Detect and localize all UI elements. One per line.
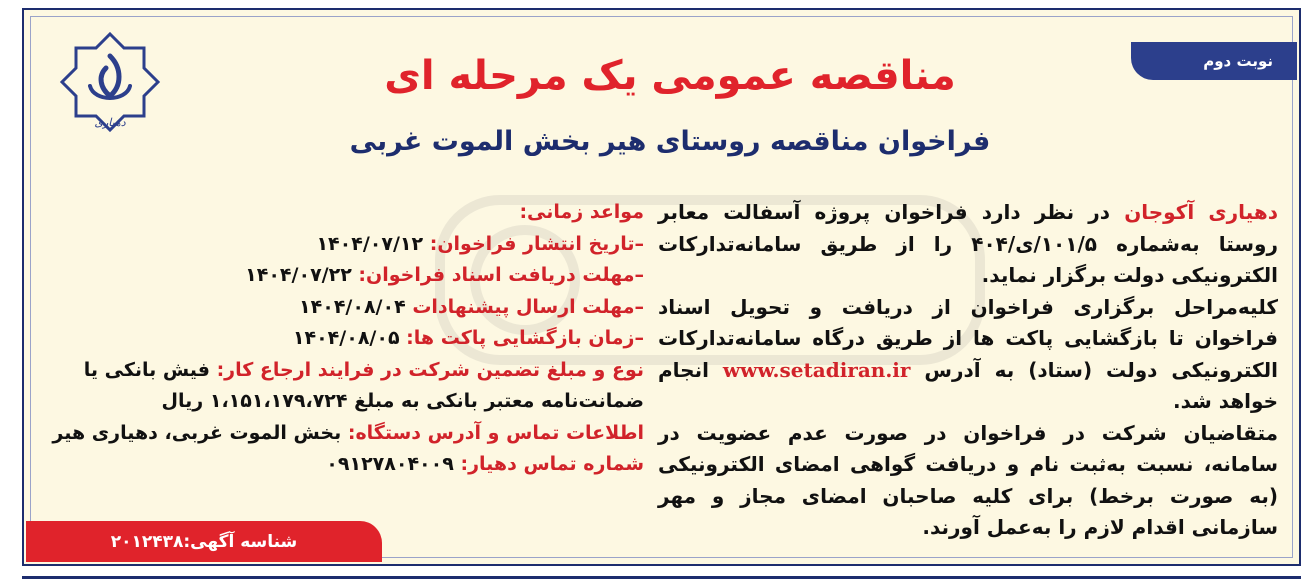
dehyari-logo-icon [50, 28, 170, 148]
contact-label: اطلاعات تماس و آدرس دستگاه: [347, 421, 644, 444]
publish-date-value: ۱۴۰۴/۰۷/۱۲ [316, 232, 430, 255]
logo-caption: دهیاری [94, 116, 126, 129]
submit-deadline-value: ۱۴۰۴/۰۸/۰۴ [299, 295, 413, 318]
receive-deadline-label: –مهلت دریافت اسناد فراخوان: [358, 264, 644, 286]
round-badge-label: نوبت دوم [1203, 52, 1273, 70]
bottom-rule [22, 576, 1301, 579]
paragraph-3: متقاضیان شرکت در فراخوان در صورت عدم عضویت در سامانه، نسبت به‌ثبت نام و دریافت گواهی امضای الکترونیکی (به صورت برخط) برای کلیه صاحبان امضای مجاز و مهر سازمانی اقدام لازم را به‌عمل آورند. [658, 420, 1278, 539]
opening-date-value: ۱۴۰۴/۰۸/۰۵ [292, 327, 407, 349]
contact-value: بخش الموت غربی، دهیاری هیر [52, 421, 348, 444]
paragraph-1: در نظر دارد فراخوان پروژه آسفالت معابر روستا به‌شماره ۱۰۱/۵/ی/۴۰۴ را از طریق سامانه‌تدارکات الکترونیکی دولت برگزار نماید. [658, 200, 1278, 287]
page-title: مناقصه عمومی یک مرحله ای [384, 53, 956, 99]
page-subtitle: فراخوان مناقصه روستای هیر بخش الموت غربی [349, 126, 991, 157]
schedule-heading: مواعد زمانی: [519, 201, 644, 223]
phone-value: ۰۹۱۲۷۸۰۴۰۰۹ [326, 453, 461, 475]
tender-description [658, 197, 1278, 544]
org-name: دهیاری آکوجان [1124, 200, 1278, 224]
round-badge [1131, 42, 1297, 80]
ad-id-label: شناسه آگهی: [183, 531, 298, 552]
guarantee-label: نوع و مبلغ تضمین شرکت در فرایند ارجاع کار: [216, 358, 644, 381]
guarantee-value: فیش بانکی یا ضمانت‌نامه معتبر بانکی به مبلغ ۱،۱۵۱،۱۷۹،۷۲۴ ریال [83, 358, 644, 412]
paragraph-2-end: انجام خواهد شد. [658, 357, 1278, 413]
submit-deadline-label: –مهلت ارسال پیشنهادات [412, 295, 644, 318]
setad-link[interactable]: www.setadiran.ir [722, 357, 911, 382]
schedule-block [48, 197, 644, 481]
paragraph-2-start: کلیه‌مراحل برگزاری فراخوان از دریافت و تحویل اسناد فراخوان تا بازگشایی پاکت ها از طریق درگاه سامانه‌تدارکات الکترونیکی دولت (ستاد) به آدرس [658, 294, 1278, 382]
opening-date-label: –زمان بازگشایی پاکت ها: [406, 327, 644, 349]
ad-id-value: ۲۰۱۲۴۳۸ [110, 531, 184, 552]
publish-date-label: –تاریخ انتشار فراخوان: [429, 232, 644, 255]
receive-deadline-value: ۱۴۰۴/۰۷/۲۲ [245, 264, 359, 286]
ad-id-badge [26, 521, 382, 562]
phone-label: شماره تماس دهیار: [460, 453, 644, 475]
